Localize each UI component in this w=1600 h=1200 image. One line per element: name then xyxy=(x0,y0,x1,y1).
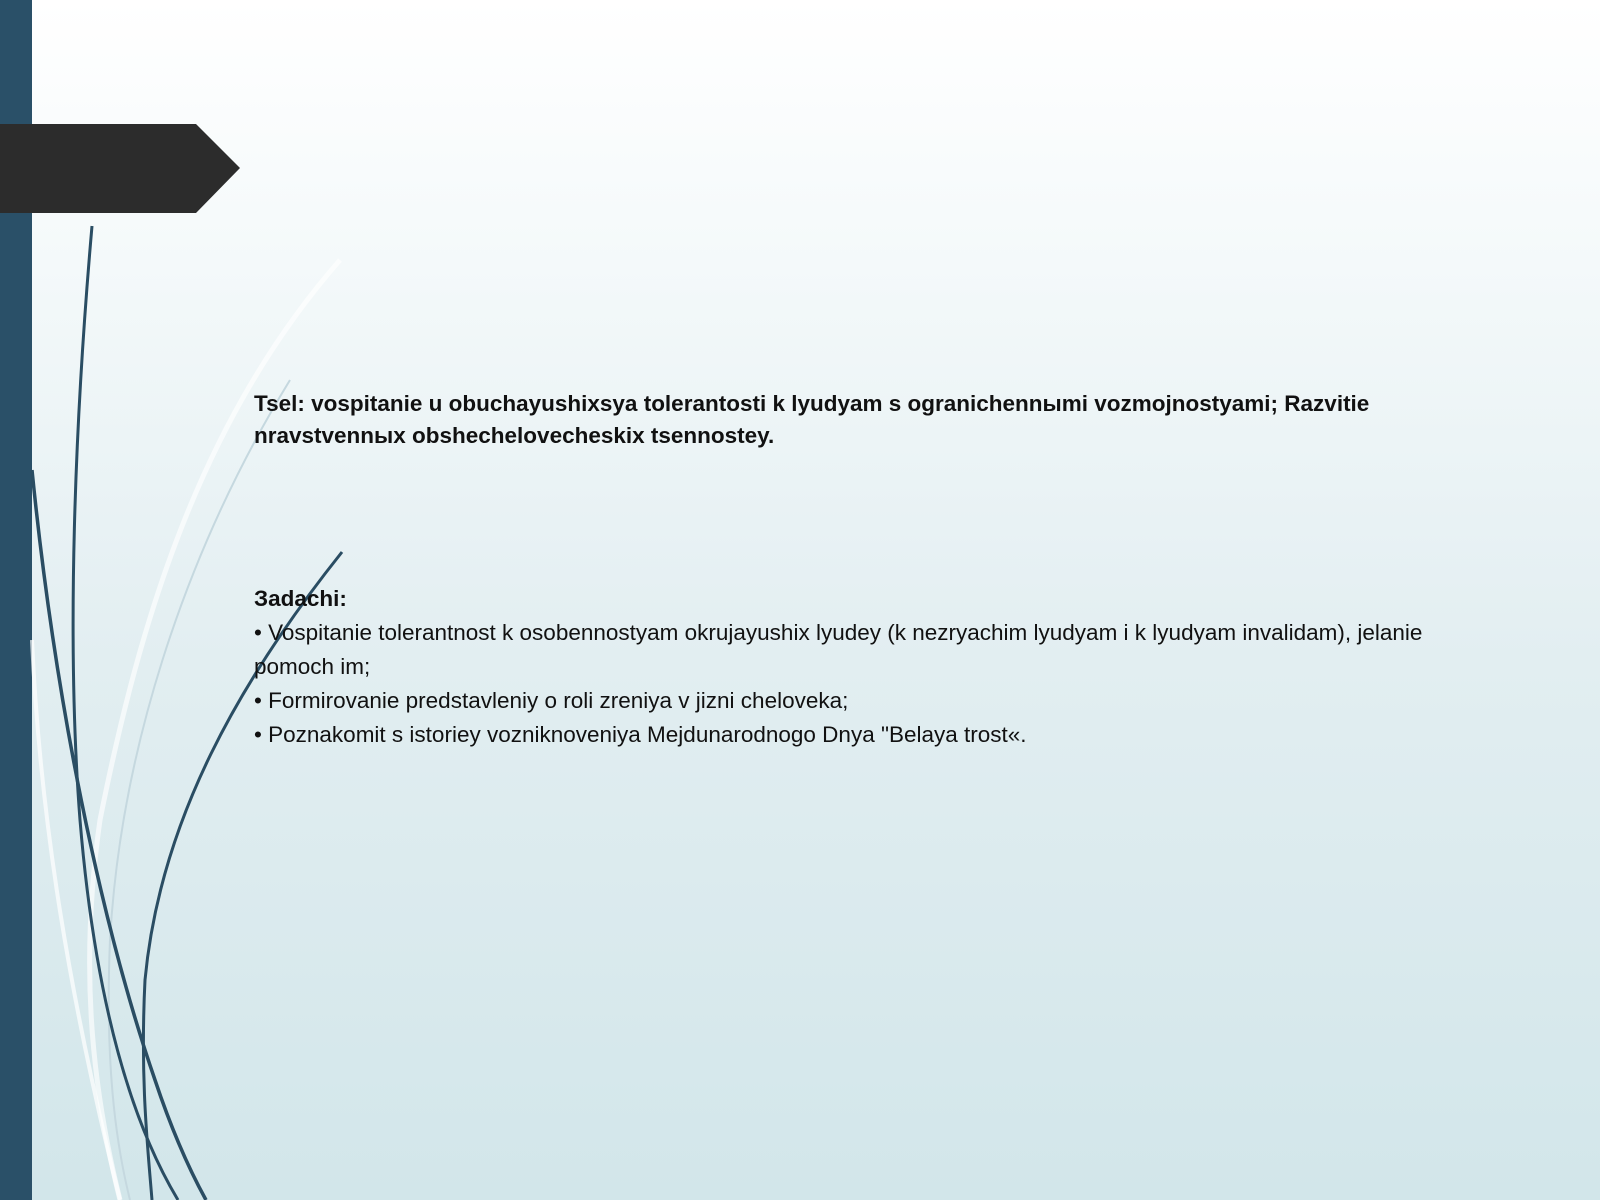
tasks-block xyxy=(254,582,1484,752)
task-item: • Vospitanie tolerantnost k osobennostyam okrujayushix lyudey (k nezryachim lyudyam i k lyudyam invalidam), jelanie pomoch im; xyxy=(254,620,1423,679)
title-arrow-banner xyxy=(0,124,240,213)
goal-paragraph: Tsel: vospitanie u obuchayushixsya tolerantosti k lyudyam s ogranichennыmi vozmojnostyami; Razvitie nravstvennыx obshechelovecheskix tsennostey. xyxy=(254,391,1370,448)
decor-curve-faint-2 xyxy=(109,380,290,1200)
tasks-heading: Зadachi: xyxy=(254,586,347,611)
decor-curve-faint-3 xyxy=(32,640,120,1200)
decor-curve-dark-2 xyxy=(32,470,206,1200)
task-list xyxy=(254,616,1484,752)
decor-curve-dark-1 xyxy=(73,226,178,1200)
task-item: • Formirovanie predstavleniy o roli zreniya v jizni cheloveka; xyxy=(254,688,849,713)
task-item: • Poznakomit s istoriey vozniknoveniya Mejdunarodnogo Dnya "Belaya trost«. xyxy=(254,722,1027,747)
